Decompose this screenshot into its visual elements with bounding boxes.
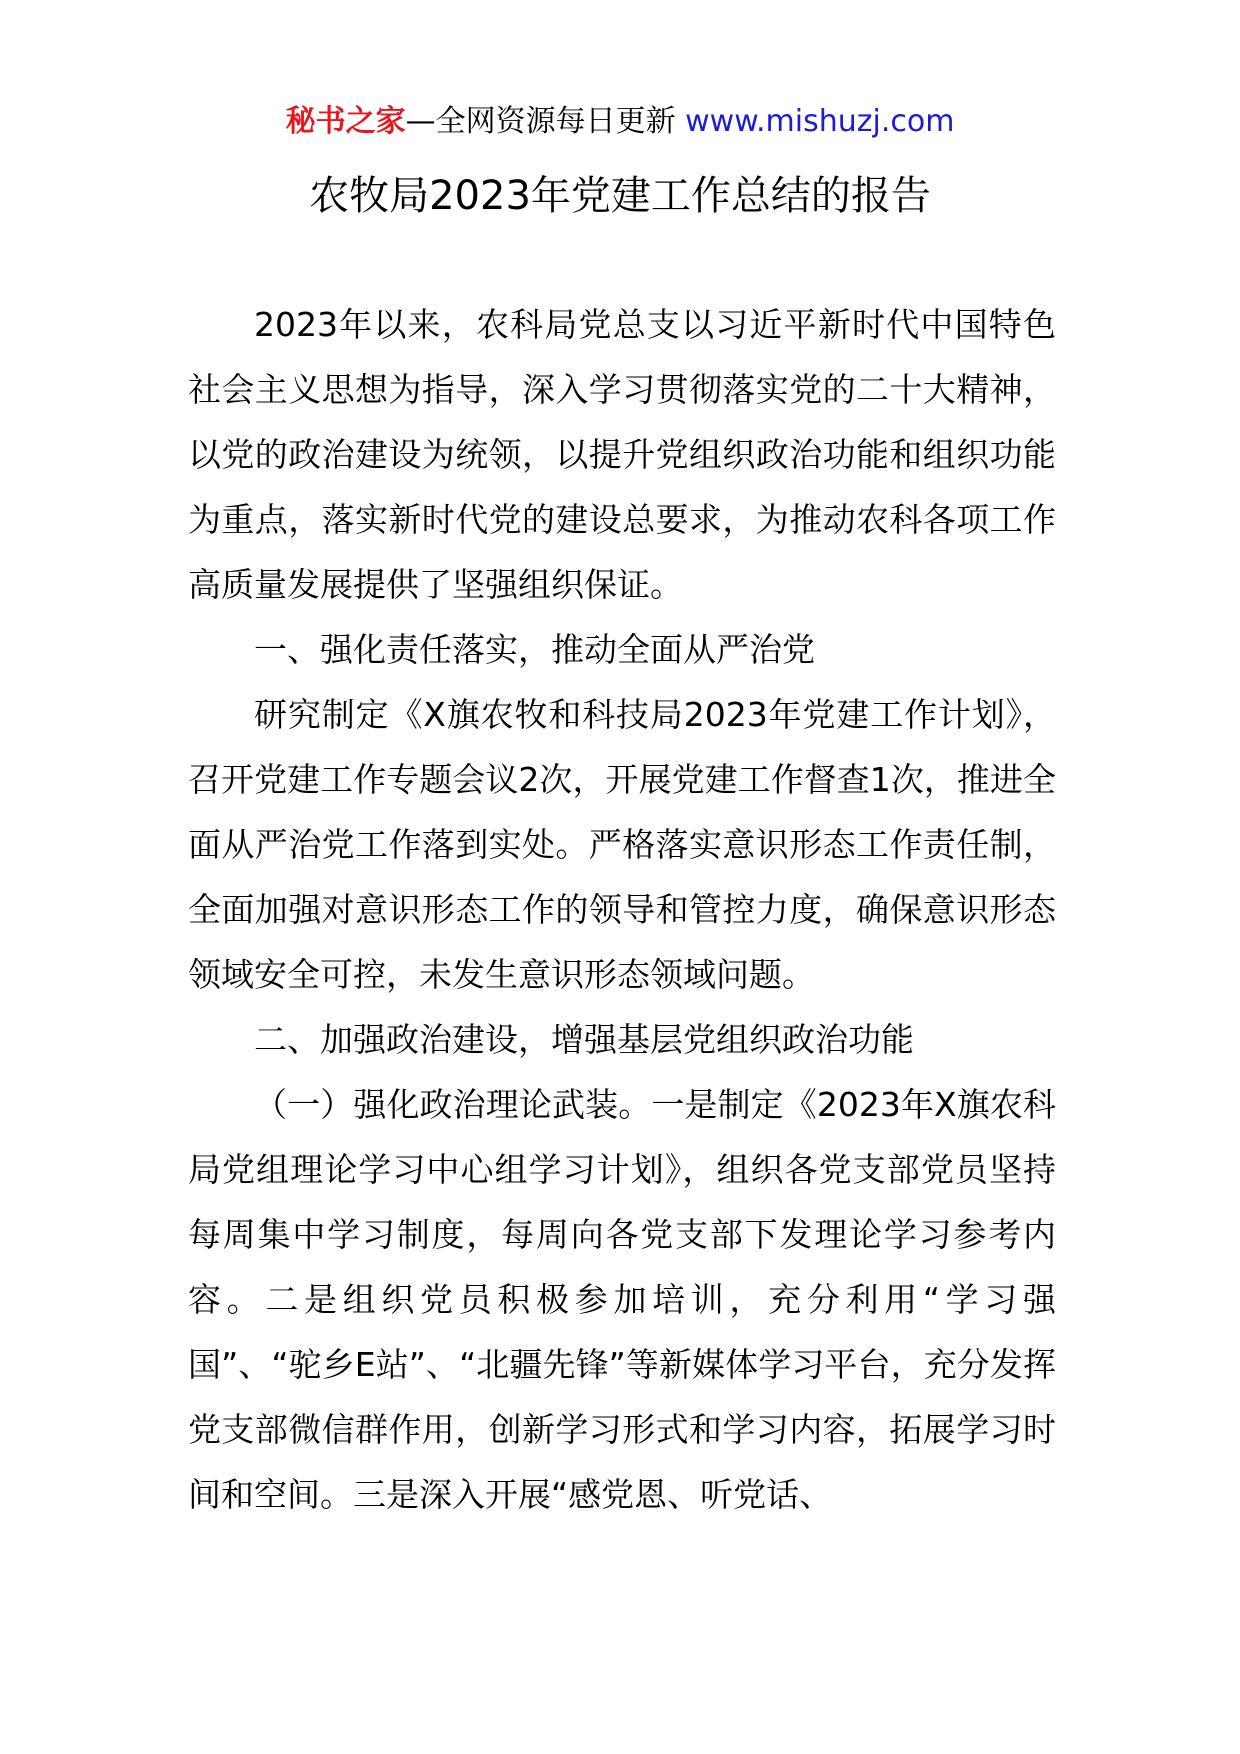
paragraph-section-2-1: （一）强化政治理论武装。一是制定《2023年X旗农科局党组理论学习中心组学习计划》，组织各党支部党员坚持每周集中学习制度，每周向各党支部下发理论学习参考内容。二是组织党员积极参加培训，充分利用“学习强国”、“驼乡E站”、“北疆先锋”等新媒体学习平台，充分发挥党支部微信群作用，创新学习形式和学习内容，拓展学习时间和空间。三是深入开展“感党恩、听党话、	[188, 1085, 1056, 1514]
site-url: www.mishuzj.com	[685, 104, 955, 139]
section-heading-1: 一、强化责任落实，推动全面从严治党	[254, 630, 815, 669]
header-tagline: —全网资源每日更新	[405, 104, 686, 139]
section-heading-2: 二、加强政治建设，增强基层党组织政治功能	[254, 1020, 914, 1059]
brand-name: 秘书之家	[285, 104, 406, 139]
paragraph-intro: 2023年以来，农科局党总支以习近平新时代中国特色社会主义思想为指导，深入学习贯彻落实党的二十大精神，以党的政治建设为统领，以提升党组织政治功能和组织功能为重点，落实新时代党的建设总要求，为推动农科各项工作高质量发展提供了坚强组织保证。	[188, 305, 1056, 604]
document-title: 农牧局2023年党建工作总结的报告	[309, 173, 931, 219]
document-body	[188, 292, 1056, 1527]
paragraph-section-1: 研究制定《X旗农牧和科技局2023年党建工作计划》，召开党建工作专题会议2次，开展党建工作督查1次，推进全面从严治党工作落到实处。严格落实意识形态工作责任制，全面加强对意识形态工作的领导和管控力度，确保意识形态领域安全可控，未发生意识形态领域问题。	[188, 695, 1056, 994]
watermark-header	[0, 100, 1240, 144]
